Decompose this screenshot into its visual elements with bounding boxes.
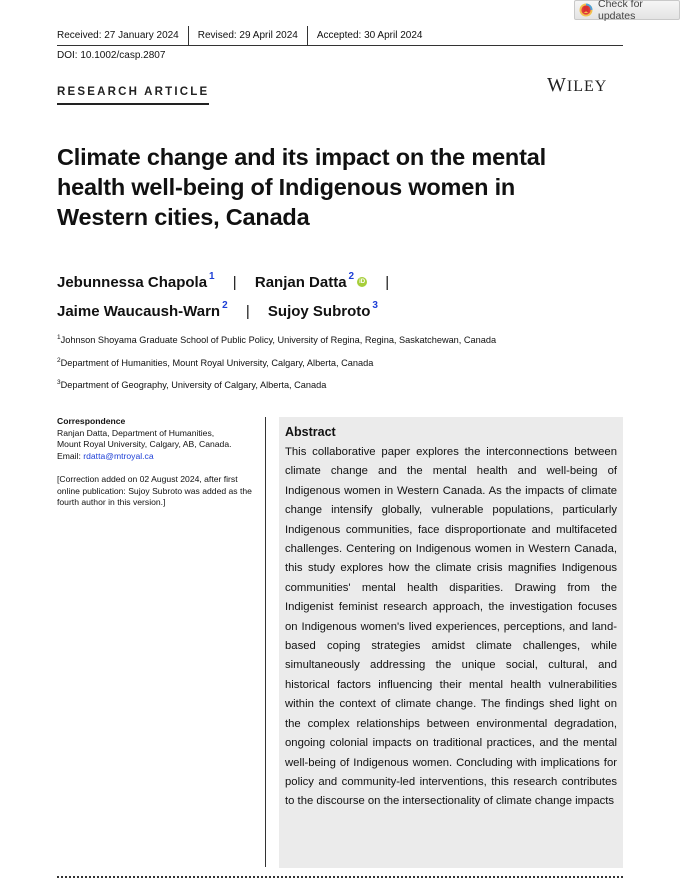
- check-for-updates-button[interactable]: [574, 0, 680, 20]
- correspondence: [57, 416, 262, 509]
- affiliation-sup: 3: [57, 379, 61, 387]
- affiliation-item: [57, 328, 496, 351]
- email-label: Email:: [57, 450, 84, 461]
- author-affil-sup[interactable]: 2: [348, 271, 355, 282]
- affiliation-item: [57, 373, 496, 396]
- article-title: Climate change and its impact on the mental health well-being of Indigenous women in Western cities, Canada: [57, 144, 546, 230]
- correspondence-line: Ranjan Datta, Department of Humanities,: [57, 427, 215, 438]
- abstract-box: [279, 417, 623, 868]
- logo-initial: W: [547, 74, 567, 96]
- author-name[interactable]: Ranjan Datta: [254, 274, 347, 291]
- check-for-updates-label: Check for updates: [598, 0, 643, 22]
- correspondence-line: Mount Royal University, Calgary, AB, Canada.: [57, 439, 232, 449]
- author-list: [57, 266, 557, 324]
- affiliation-sup: 2: [57, 356, 61, 364]
- correction-note: [Correction added on 02 August 2024, after first online publication: Sujoy Subroto was added as the fourth author in this version.]: [57, 474, 252, 507]
- author-affil-sup[interactable]: 2: [222, 300, 228, 311]
- dotted-divider: [57, 876, 623, 878]
- author-name[interactable]: Sujoy Subroto: [267, 303, 371, 320]
- correspondence-heading: Correspondence: [57, 416, 126, 426]
- publisher-logo: [547, 74, 607, 97]
- affiliation-item: [57, 351, 496, 374]
- author-separator: |: [385, 274, 390, 291]
- logo-rest: ILEY: [566, 78, 608, 95]
- orcid-icon[interactable]: iD: [359, 279, 366, 285]
- article-dates: [57, 26, 623, 46]
- correspondence-email-row: [57, 451, 262, 463]
- doi[interactable]: DOI: 10.1002/casp.2807: [57, 50, 166, 61]
- revised-date: Revised: 29 April 2024: [189, 26, 308, 45]
- affiliation-text: Johnson Shoyama Graduate School of Public Policy, University of Regina, Regina, Saskatchewan, Canada: [60, 335, 497, 346]
- article-type: RESEARCH ARTICLE: [57, 86, 209, 105]
- column-divider: [265, 417, 266, 867]
- affiliation-sup: 1: [57, 334, 61, 341]
- email-link[interactable]: rdatta@mtroyal.ca: [83, 450, 154, 461]
- author-separator: |: [245, 303, 250, 320]
- abstract-text: This collaborative paper explores the interconnections between climate change and the mental health and well-being of Indigenous women in Western Canada. As the impacts of climate change intensify globally, vulnerable populations, particularly Indigenous communities, face disproportionate and multifaceted challenges. Centering on Indigenous women in Western Canada, this study explores how the climate crisis magnifies Indigenous communities' mental health disparities. Drawing from the Indigenist feminist research approach, the investigation focuses on Indigenous women's lived experiences, perceptions, and land-based coping strategies amidst climate challenges, while simultaneously addressing the unique social, cultural, and historical factors influencing their mental health vulnerabilities within the context of climate change. The findings shed light on the complex relationships between environmental degradation, ongoing colonial impacts on traditional practices, and the mental well-being of Indigenous women. Concluding with implications for policy and community-led interventions, this research contributes to the discourse on the intersectionality of climate change impacts: [285, 446, 617, 808]
- author-name[interactable]: Jebunnessa Chapola: [57, 274, 208, 291]
- crossmark-icon: [579, 3, 593, 17]
- author-line-1: [57, 266, 557, 295]
- author-line-2: [57, 295, 557, 324]
- author-name[interactable]: Jaime Waucaush-Warn: [57, 303, 221, 320]
- affiliation-text: Department of Geography, University of Calgary, Alberta, Canada: [60, 380, 327, 391]
- affiliation-text: Department of Humanities, Mount Royal University, Calgary, Alberta, Canada: [60, 357, 374, 368]
- accepted-date: Accepted: 30 April 2024: [316, 30, 423, 41]
- received-date: Received: 27 January 2024: [57, 26, 189, 45]
- author-affil-sup[interactable]: 1: [209, 271, 215, 282]
- abstract-heading: Abstract: [285, 425, 336, 439]
- author-affil-sup[interactable]: 3: [372, 300, 378, 311]
- author-separator: |: [232, 274, 237, 291]
- affiliations: [57, 328, 496, 396]
